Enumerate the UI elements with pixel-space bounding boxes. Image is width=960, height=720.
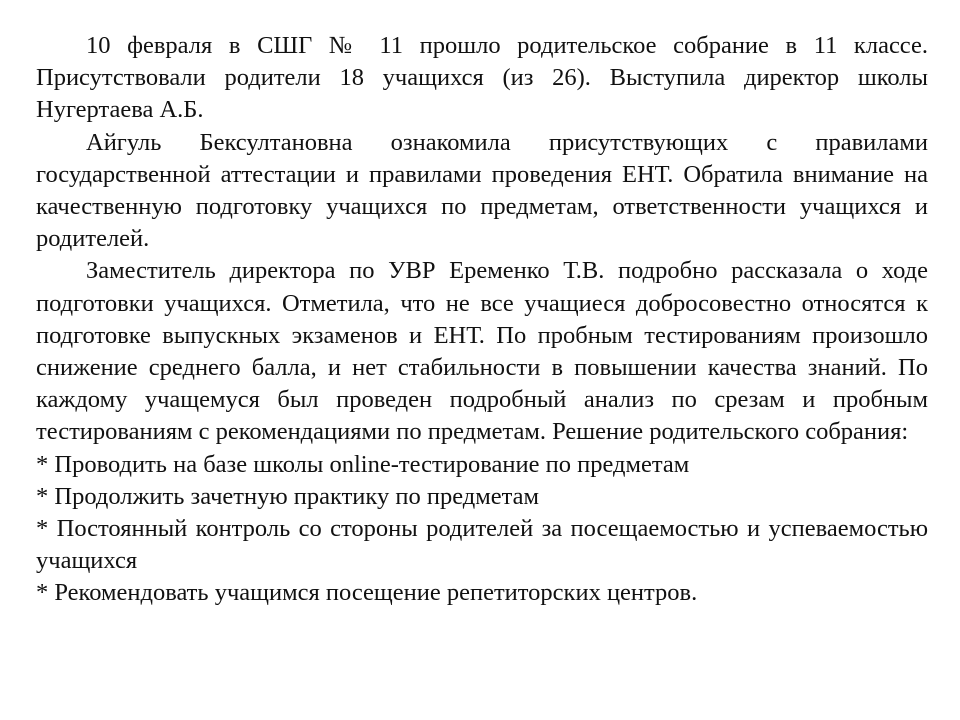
paragraph-director-speech: Айгуль Бексултановна ознакомила присутствующих с правилами государственной аттестации и правилами проведения ЕНТ. Обратила внимание на качественную подготовку учащихся по предметам, ответственности учащихся и родителей. (36, 128, 928, 253)
paragraph-meeting-summary: 10 февраля в СШГ № 11 прошло родительское собрание в 11 классе. Присутствовали родители 18 учащихся (из 26). Выступила директор школы Нугертаева А.Б. (36, 32, 928, 124)
paragraph-deputy-report: Заместитель директора по УВР Еременко Т.В. подробно рассказала о ходе подготовки учащихся. Отметила, что не все учащиеся добросовестно относятся к подготовке выпускных экзаменов и ЕНТ. По пробным тестированиям произошло снижение среднего балла, и нет стабильности в повышении качества знаний. По каждому учащемуся был проведен подробный анализ по срезам и пробным тестированиям с рекомендациями по предметам. Решение родительского собрания: (36, 257, 928, 446)
decision-item-online-testing: * Проводить на базе школы online-тестирование по предметам (36, 450, 690, 478)
decision-item-credit-practice: * Продолжить зачетную практику по предметам (36, 482, 539, 510)
decision-item-parent-control: * Постоянный контроль со стороны родителей за посещаемостью и успеваемостью учащихся (36, 515, 928, 575)
meeting-report (36, 30, 928, 610)
decision-item-tutoring-centers: * Рекомендовать учащимся посещение репетиторских центров. (36, 579, 698, 607)
